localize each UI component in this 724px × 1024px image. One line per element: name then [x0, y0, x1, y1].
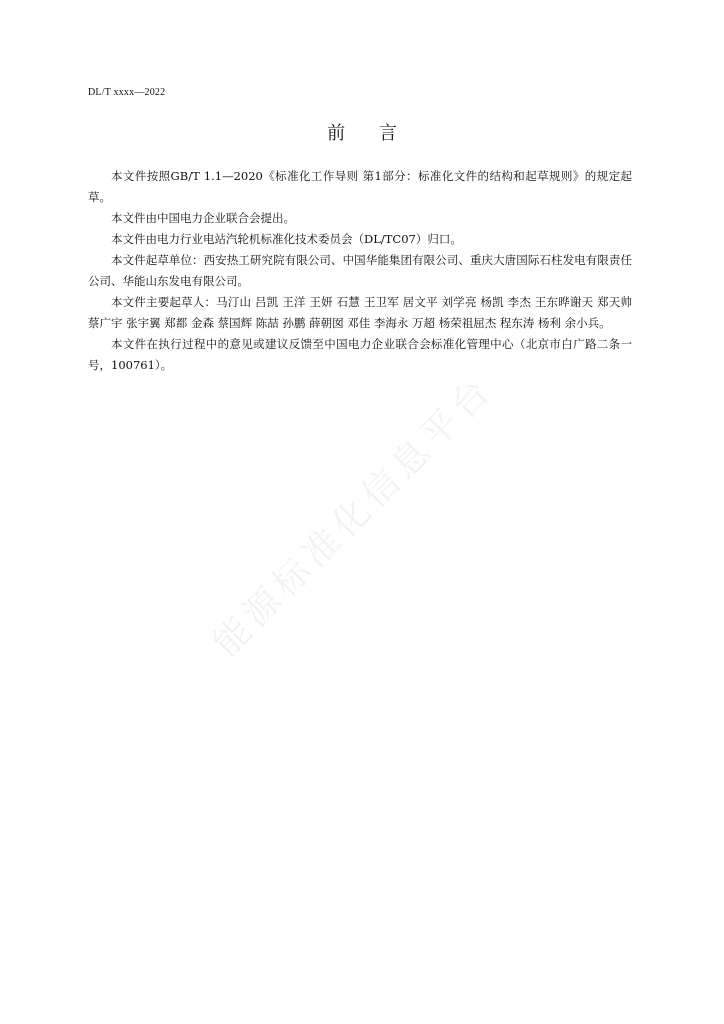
- paragraph-drafting-rules: 本文件按照GB/T 1.1—2020《标准化工作导则 第1部分：标准化文件的结构和起草规则》的规定起草。: [88, 169, 632, 204]
- watermark: 能源标准化信息平台: [205, 368, 502, 665]
- paragraph-feedback: 本文件在执行过程中的意见或建议反馈至中国电力企业联合会标准化管理中心（北京市白广路二条一号，100761）。: [88, 337, 632, 372]
- page-title: 前 言: [327, 123, 411, 144]
- paragraph-technical-committee: 本文件由电力行业电站汽轮机标准化技术委员会（DL/TC07）归口。: [111, 232, 462, 246]
- paragraph-drafters: 本文件主要起草人：马汀山 吕凯 王洋 王妍 石慧 王卫军 居文平 刘学亮 杨凯 李杰 王东晔谢天 郑天帅 蔡广宇 张宇翼 郑都 金森 蔡国辉 陈喆 孙鹏 薛朝囡 邓佳 李海永 万超 杨荣祖屈杰 程东涛 杨利 余小兵。: [88, 295, 632, 330]
- paragraph-drafting-units: 本文件起草单位：西安热工研究院有限公司、中国华能集团有限公司、重庆大唐国际石柱发电有限责任公司、华能山东发电有限公司。: [88, 253, 632, 288]
- document-code-header: DL/T xxxx—2022: [88, 87, 166, 98]
- preface-body: [88, 166, 632, 376]
- paragraph-proposer: 本文件由中国电力企业联合会提出。: [111, 211, 295, 225]
